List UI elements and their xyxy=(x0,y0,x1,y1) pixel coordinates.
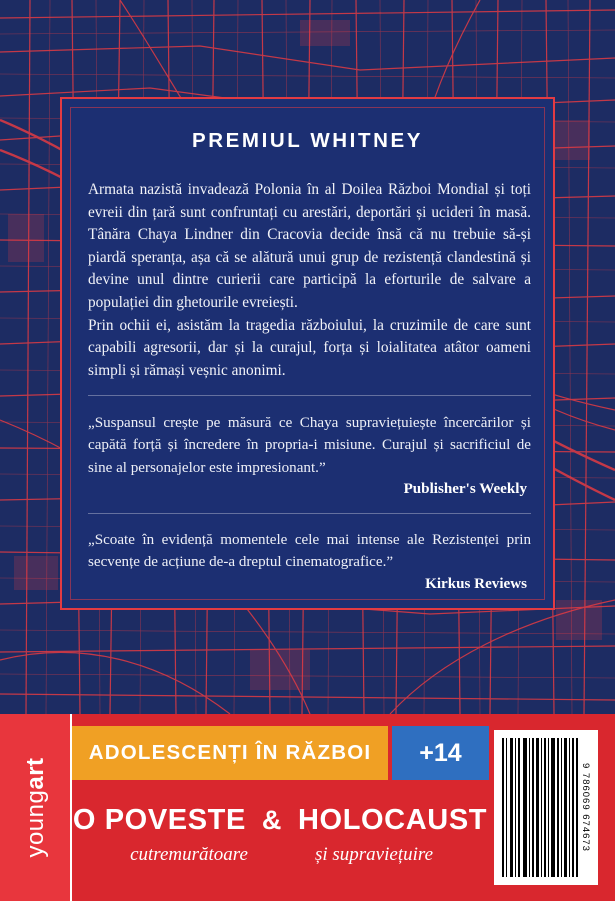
publisher-logo[interactable] xyxy=(0,714,72,901)
barcode-lines xyxy=(502,738,578,877)
barcode-number: 9 786069 674673 xyxy=(580,763,591,852)
headline-right: HOLOCAUST xyxy=(298,803,488,836)
publisher-name-art: art xyxy=(22,757,49,790)
divider-2 xyxy=(88,513,531,514)
blurb-text xyxy=(88,179,531,382)
category-badge: ADOLESCENȚI ÎN RĂZBOI xyxy=(72,726,388,780)
blurb-paragraph-2: Prin ochii ei, asistăm la tragedia războiului, la cruzimile de care sunt capabili agresorii, dar și la curajul, forța și loialitatea atâtor oameni simpli și rămași veșnic anonimi. xyxy=(88,316,531,379)
headline xyxy=(72,794,488,846)
review-source-2: Kirkus Reviews xyxy=(425,576,527,592)
subheadline xyxy=(72,844,488,874)
divider-1 xyxy=(88,395,531,396)
publisher-logo-text xyxy=(0,714,72,901)
text-panel xyxy=(60,97,555,610)
age-rating-badge: +14 xyxy=(392,726,489,780)
headline-left: O POVESTE xyxy=(72,803,246,836)
subheadline-left: cutremurătoare xyxy=(130,844,248,865)
blurb-paragraph-1: Armata nazistă invadează Polonia în al Doilea Război Mondial și toți evreii din țară sunt confruntați cu arestări, deportări și ucideri în masă. Tânăra Chaya Lindner din Cracovia decide însă că nu trebuie să-și piardă speranța, așa că se alătură unui grup de rezistență clandestină și devine unul dintre curierii care participă la eforturile de salvare a populației din ghetourile evreiești. xyxy=(88,181,531,311)
review-quote-2: „Scoate în evidență momentele cele mai intense ale Rezistenței prin secvențe de acțiune de-a dreptul cinematografice.” xyxy=(88,532,531,571)
award-title: PREMIUL WHITNEY xyxy=(191,129,424,152)
review-source-1: Publisher's Weekly xyxy=(403,481,527,497)
publisher-name-young: young xyxy=(22,789,49,858)
review-quote-1: „Suspansul crește pe măsură ce Chaya supraviețuiește încercărilor și capătă forță și încredere în propria-i misiune. Curajul și sacrificiul de sine al personajelor este impresionant.” xyxy=(88,415,531,476)
headline-ampersand: & xyxy=(261,804,283,835)
subheadline-right: și supraviețuire xyxy=(314,844,434,865)
bottom-bar xyxy=(0,714,615,901)
barcode xyxy=(494,730,598,885)
